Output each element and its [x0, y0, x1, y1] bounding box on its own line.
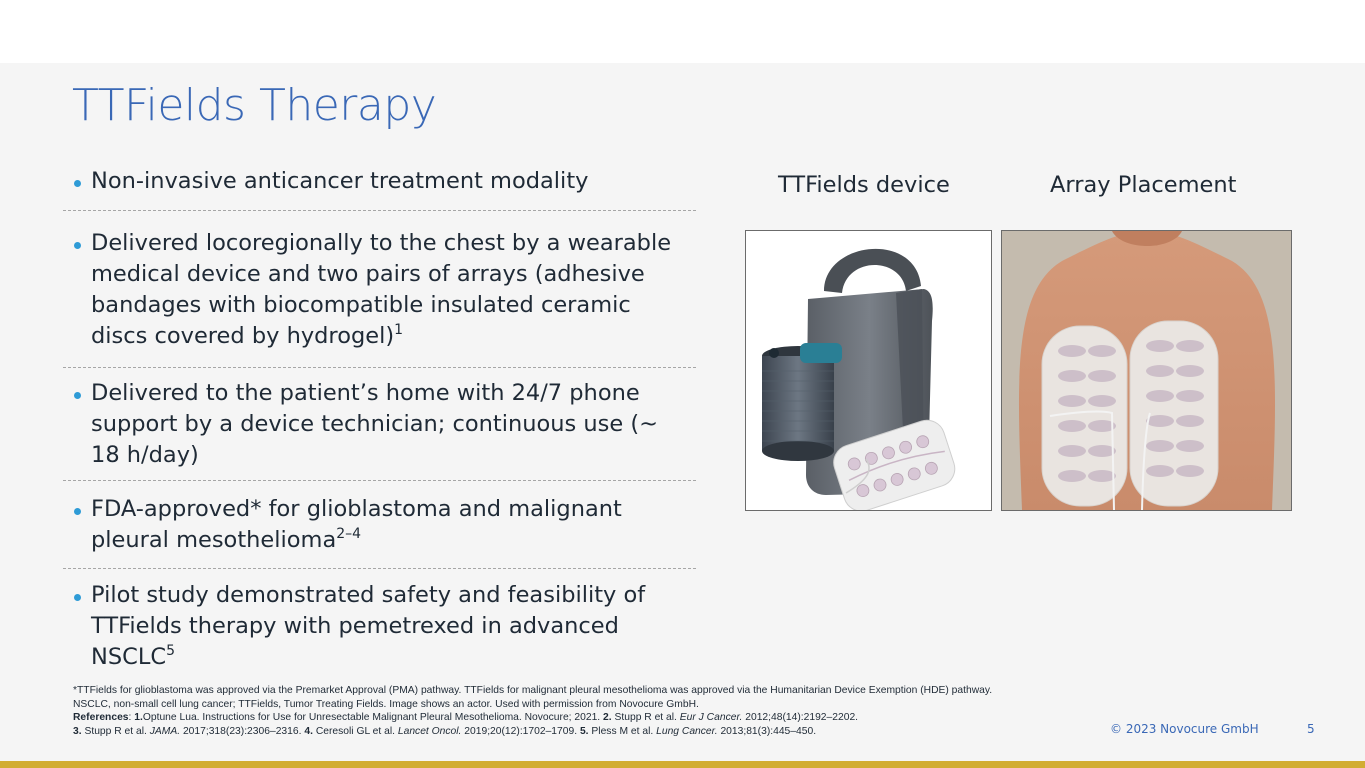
ref-number: 4.	[304, 725, 313, 737]
ref-citation: 2013;81(3):445–450.	[720, 725, 817, 737]
bullet-text: Delivered locoregionally to the chest by a wearable medical device and two pairs of arrays (adhesive bandages with biocompatible insulated ceramic discs covered by hydrogel)	[91, 230, 672, 349]
divider	[63, 480, 696, 481]
device-illustration	[746, 231, 991, 510]
divider	[63, 367, 696, 368]
bullet-text: Delivered to the patient’s home with 24/7 phone support by a device technician; continuous use (~ 18 h/day)	[91, 380, 658, 468]
bullet-item	[63, 166, 696, 197]
bullet-item	[63, 494, 696, 556]
references-line-2	[73, 725, 1133, 739]
device-image-label: TTFields device	[778, 172, 950, 198]
footnote-abbreviations: NSCLC, non-small cell lung cancer; TTFields, Tumor Treating Fields. Image shows an actor. Used with permission from Novocure GmbH.	[73, 698, 699, 710]
device-image	[745, 230, 992, 511]
page-title: TTFields Therapy	[72, 80, 437, 131]
bullet-reference: 2–4	[336, 526, 362, 542]
ref-journal: Lancet Oncol.	[397, 725, 462, 737]
accent-bar	[0, 761, 1365, 768]
bullet-reference: 5	[166, 643, 175, 659]
ref-number: 3.	[73, 725, 82, 737]
copyright: © 2023 Novocure GmbH	[1110, 722, 1259, 736]
bullet-dot-icon	[74, 594, 81, 601]
bullet-text: Pilot study demonstrated safety and feasibility of TTFields therapy with pemetrexed in advanced NSCLC	[91, 582, 646, 670]
bullet-item	[63, 228, 696, 352]
bullet-item	[63, 580, 696, 673]
footnotes	[73, 684, 1133, 738]
references-label: References	[73, 712, 129, 723]
ref-author: Ceresoli GL et al.	[315, 725, 395, 737]
page-number: 5	[1307, 722, 1315, 736]
ref-citation: 2012;48(14):2192–2202.	[745, 712, 859, 723]
ref-text: Optune Lua. Instructions for Use for Unresectable Malignant Pleural Mesothelioma. Novocure; 2021.	[142, 712, 601, 723]
ref-number: 2.	[603, 712, 612, 723]
bullet-dot-icon	[74, 392, 81, 399]
ref-citation: 2017;318(23):2306–2316.	[182, 725, 302, 737]
array-placement-illustration	[1002, 231, 1291, 510]
ref-number: 5.	[579, 725, 589, 737]
ref-author: Stupp R et al.	[84, 725, 147, 737]
ref-author: Stupp R et al.	[614, 712, 677, 723]
references-line-1: References: 1.Optune Lua. Instructions for Use for Unresectable Malignant Pleural Mesothelioma. Novocure; 2021. 2. Stupp R et al. Eur J Cancer. 2012;48(14):2192–2202.	[73, 712, 859, 723]
bullet-reference: 1	[394, 322, 404, 338]
ref-journal: Lung Cancer.	[656, 725, 718, 737]
placement-image-label: Array Placement	[1050, 172, 1237, 198]
bullet-text: Non-invasive anticancer treatment modality	[91, 168, 589, 194]
ref-citation: 2019;20(12):1702–1709.	[464, 725, 578, 737]
divider	[63, 568, 696, 569]
array-placement-image	[1001, 230, 1292, 511]
bullet-dot-icon	[74, 180, 81, 187]
bullet-dot-icon	[74, 508, 81, 515]
ref-journal: Eur J Cancer.	[679, 712, 743, 723]
bullet-dot-icon	[74, 242, 81, 249]
ref-journal: JAMA.	[149, 725, 181, 737]
bullet-text: FDA-approved* for glioblastoma and malignant pleural mesothelioma	[91, 496, 622, 553]
divider	[63, 210, 696, 211]
footnote-approval: *TTFields for glioblastoma was approved via the Premarket Approval (PMA) pathway. TTFields for malignant pleural mesothelioma was approved via the Humanitarian Device Exemption (HDE) pathway.	[73, 685, 993, 696]
ref-number: 1.	[134, 712, 143, 723]
bullet-item	[63, 378, 696, 471]
ref-author: Pless M et al.	[591, 725, 654, 737]
